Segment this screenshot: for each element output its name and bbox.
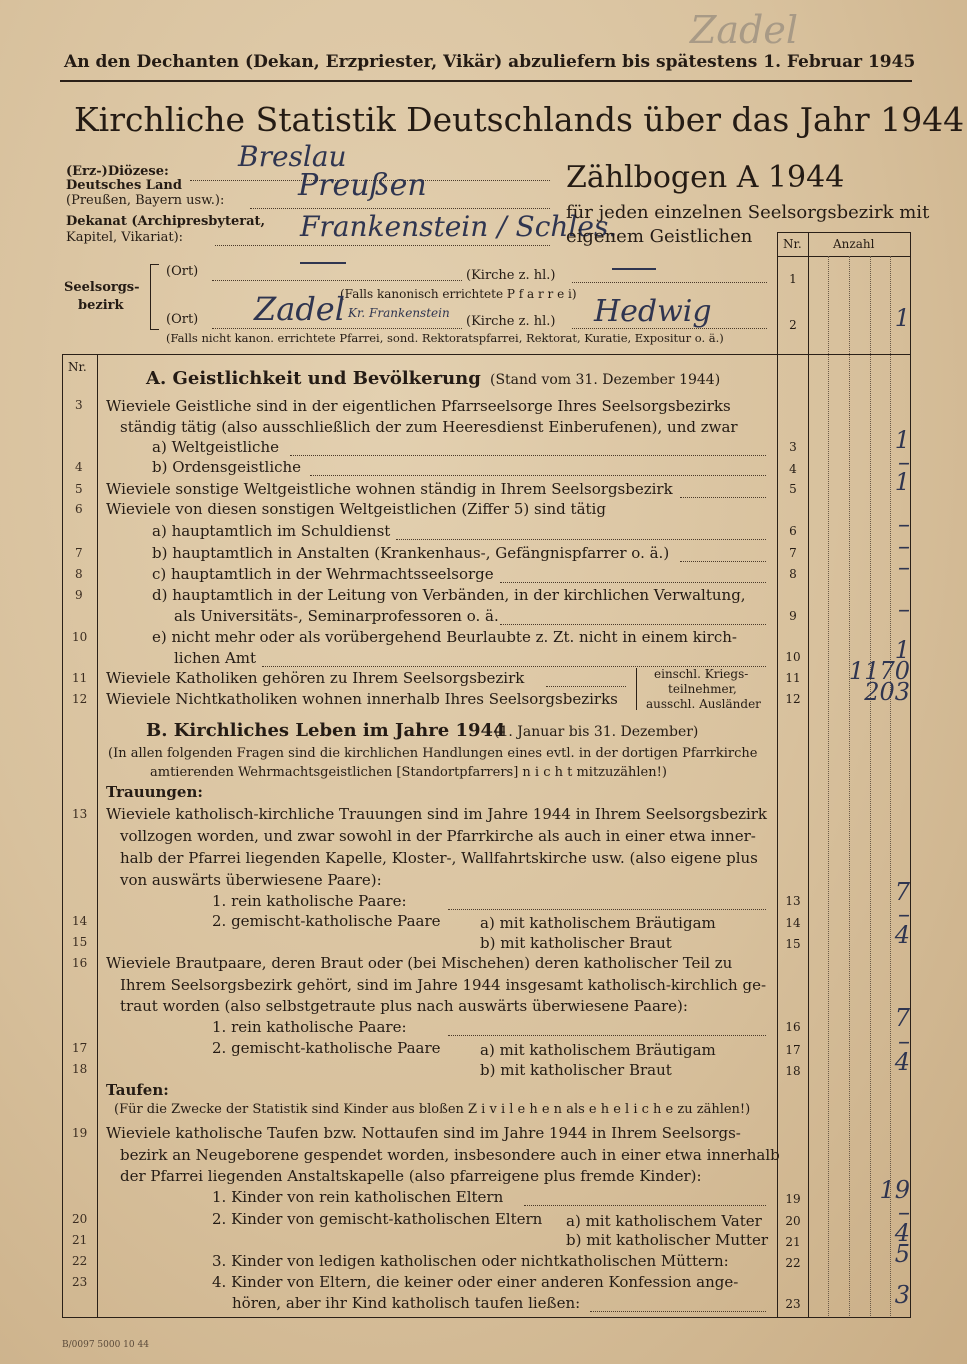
land-label-sub: (Preußen, Bayern usw.): [66,193,225,208]
q16-text: Wieviele Brautpaare, deren Braut oder (bei Mischehen) deren katholischer Teil zu [106,954,733,972]
q-nr: 15 [72,935,88,949]
zaehlbogen-title: Zählbogen A 1944 [566,160,845,195]
kirche-label-1: (Kirche z. hl.) [466,268,556,283]
row-nr: 4 [789,462,797,476]
gemischt-paare-label: 2. gemischt-katholische Paare [212,1039,441,1057]
q-nr: 12 [72,692,88,706]
land-label: Deutsches Land [66,178,182,193]
rein-paare-label: 1. rein katholische Paare: [212,892,407,910]
einschl-note: einschl. Kriegs- [654,667,749,681]
q16-text-3: traut worden (also selbstgetraute plus nach auswärts überwiesene Paare): [120,997,688,1015]
q16-text-2: Ihrem Seelsorgsbezirk gehört, sind im Jahre 1944 insgesamt katholisch-kirchlich ge- [120,976,767,994]
q8-text: c) hauptamtlich in der Wehrmachtsseelsorge [152,565,494,583]
row-value: – [898,532,910,560]
q9-text: d) hauptamtlich in der Leitung von Verbänden, in der kirchlichen Verwaltung, [152,586,746,604]
q-nr: 22 [72,1254,88,1268]
q-nr: 9 [75,588,83,602]
dekanat-value: Frankenstein / Schles. [300,210,618,243]
dekanat-label-sub: Kapitel, Vikariat): [66,230,184,245]
row-value: – [898,553,910,581]
land-value: Preußen [298,168,427,203]
q-nr: 14 [72,914,88,928]
row-nr: 7 [789,546,797,560]
row-value: 1 [894,636,910,664]
print-code: B/0097 5000 10 44 [62,1340,149,1350]
header-rule [60,80,912,82]
pencil-annotation: Zadel [690,8,799,52]
row-value: 7 [894,878,910,906]
q-nr: 4 [75,460,83,474]
section-a-title: A. Geistlichkeit und Bevölkerung [146,368,481,389]
q-nr: 20 [72,1212,88,1226]
q7-text: b) hauptamtlich in Anstalten (Krankenhaus-, Gefängnispfarrer o. ä.) [152,544,670,562]
t2b-label: b) mit katholischer Mutter [566,1231,769,1249]
q13-text-3: halb der Pfarrei liegenden Kapelle, Kloster-, Wallfahrtskirche usw. (also eigene plus [120,849,758,867]
t4-label: 4. Kinder von Eltern, die keiner oder einer anderen Konfession ange- [212,1273,739,1291]
row-value: 7 [894,1004,910,1032]
row-value: – [898,448,910,476]
einschl-note-2: teilnehmer, [668,682,737,696]
mit-braut-label: b) mit katholischer Braut [480,934,672,952]
col-header-nr: Nr. [783,237,802,251]
row-nr: 13 [785,894,801,908]
row-value: 1170 [848,657,910,685]
row-nr: 9 [789,609,797,623]
row-nr: 2 [789,318,797,332]
zaehlbogen-subtitle-2: eigenem Geistlichen [566,226,753,247]
einschl-note-3: ausschl. Ausländer [646,697,761,711]
row-nr: 20 [785,1214,801,1228]
mit-braeutigam-label: a) mit katholischem Bräutigam [480,1041,716,1059]
q12-text: Wieviele Nichtkatholiken wohnen innerhalb Ihres Seelsorgsbezirks [106,690,618,708]
q3-text-2: ständig tätig (also ausschließlich der zum Heeresdienst Einberufenen), und zwar [120,418,738,436]
ort-value: Zadel [254,290,345,328]
row-nr: 22 [785,1256,801,1270]
q6a-text: a) hauptamtlich im Schuldienst [152,522,391,540]
kirche-label-2: (Kirche z. hl.) [466,314,556,329]
nr-header: Nr. [68,360,87,374]
q10-text: e) nicht mehr oder als vorübergehend Beurlaubte z. Zt. nicht in einem kirch- [152,628,737,646]
dioezese-value: Breslau [238,140,347,173]
kirche-value: Hedwig [594,294,712,329]
row-nr: 18 [785,1064,801,1078]
row-value: 1 [894,468,910,496]
rein-paare-label: 1. rein katholische Paare: [212,1018,407,1036]
row-nr: 16 [785,1020,801,1034]
q3-text: Wieviele Geistliche sind in der eigentlichen Pfarrseelsorge Ihres Seelsorgsbezirks [106,397,731,415]
strike-dash-2 [612,268,656,270]
q10-text-2: lichen Amt [174,649,257,667]
q13-text: Wieviele katholisch-kirchliche Trauungen sind im Jahre 1944 in Ihrem Seelsorgsbezirk [106,805,768,823]
row-nr: 6 [789,524,797,538]
row-value: 4 [894,1048,910,1076]
q11-text: Wieviele Katholiken gehören zu Ihrem Seelsorgsbezirk [106,669,525,687]
t2a-label: a) mit katholischem Vater [566,1212,762,1230]
q-nr: 6 [75,502,83,516]
seelsorge-bracket [150,264,159,330]
row-nr: 11 [785,671,801,685]
row-value: – [898,595,910,623]
section-b-note-2: amtierenden Wehrmachtsgeistlichen [Standortpfarrers] n i c h t mitzuzählen!) [150,765,667,780]
t3-label: 3. Kinder von ledigen katholischen oder nichtkatholischen Müttern: [212,1252,729,1270]
q-nr: 23 [72,1275,88,1289]
row-value: 19 [879,1176,910,1204]
q5-text: Wieviele sonstige Weltgeistliche wohnen ständig in Ihrem Seelsorgsbezirk [106,480,673,498]
q3a-text: a) Weltgeistliche [152,438,279,456]
row-nr: 12 [785,692,801,706]
row-value: – [898,1027,910,1055]
q19-text: Wieviele katholische Taufen bzw. Nottaufen sind im Jahre 1944 in Ihrem Seelsorgs- [106,1124,741,1142]
row-value: 4 [894,921,910,949]
q-nr: 3 [75,398,83,412]
seelsorge-label: Seelsorgs- [64,280,140,295]
row-nr: 21 [785,1235,801,1249]
taufen-heading: Taufen: [106,1081,169,1099]
row-value: 5 [894,1240,910,1268]
col-header-anzahl: Anzahl [833,237,875,251]
q-nr: 8 [75,567,83,581]
row-value: 4 [894,1219,910,1247]
seelsorge-footnote: (Falls nicht kanon. errichtete Pfarrei, sond. Rektoratspfarrei, Rektorat, Kuratie, Expositur o. ä.) [166,331,724,345]
q13-text-4: von auswärts überwiesene Paare): [120,871,382,889]
row-value: 1 [894,426,910,454]
strike-dash-1 [300,262,346,264]
dioezese-label: (Erz-)Diözese: [66,164,169,179]
q-nr: 21 [72,1233,88,1247]
gemischt-paare-label: 2. gemischt-katholische Paare [212,912,441,930]
section-b-note: (In allen folgenden Fragen sind die kirchlichen Handlungen eines evtl. in der dortigen Pfarrkirche [108,746,758,761]
pfarrei-note: (Falls kanonisch errichtete P f a r r e i) [340,287,577,301]
seelsorge-label-2: bezirk [78,298,124,313]
q-nr: 7 [75,546,83,560]
row-value: 3 [894,1281,910,1309]
row-value: – [898,900,910,928]
row-value: – [898,510,910,538]
row-nr: 23 [785,1297,801,1311]
q-nr: 17 [72,1041,88,1055]
t1-label: 1. Kinder von rein katholischen Eltern [212,1188,504,1206]
section-b-title: B. Kirchliches Leben im Jahre 1944 [146,720,506,741]
row-nr: 8 [789,567,797,581]
trauungen-heading: Trauungen: [106,783,203,801]
q9-text-2: als Universitäts-, Seminarprofessoren o. ä. [174,607,499,625]
t2-label: 2. Kinder von gemischt-katholischen Eltern [212,1210,543,1228]
q-nr: 13 [72,807,88,821]
q19-text-2: bezirk an Neugeborene gespendet worden, insbesondere auch in einer etwa innerhalb [120,1146,780,1164]
zaehlbogen-subtitle: für jeden einzelnen Seelsorgsbezirk mit [566,202,930,223]
row-value: 1 [894,304,910,332]
row-nr: 5 [789,482,797,496]
row-nr: 3 [789,440,797,454]
q-nr: 5 [75,482,83,496]
q-nr: 11 [72,671,88,685]
land-line [250,208,550,209]
q4-text: b) Ordensgeistliche [152,458,302,476]
q19-text-3: der Pfarrei liegenden Anstaltskapelle (also pfarreigene plus fremde Kinder): [120,1167,702,1185]
q-nr: 10 [72,630,88,644]
row-nr: 15 [785,937,801,951]
q-nr: 19 [72,1126,88,1140]
page-title: Kirchliche Statistik Deutschlands über das Jahr 1944 [74,100,965,139]
section-b-period: (1. Januar bis 31. Dezember) [494,724,699,740]
body-bottom-rule [62,1317,911,1318]
ort-label-2: (Ort) [166,312,199,327]
row-nr: 10 [785,650,801,664]
section-a-stand: (Stand vom 31. Dezember 1944) [490,372,721,388]
taufen-note: (Für die Zwecke der Statistik sind Kinder aus bloßen Z i v i l e h e n als e h e l i c h e zu zählen!) [114,1102,751,1117]
dekanat-label: Dekanat (Archipresbyterat, [66,214,266,229]
q6-intro: Wieviele von diesen sonstigen Weltgeistlichen (Ziffer 5) sind tätig [106,500,606,518]
t4-label-2: hören, aber ihr Kind katholisch taufen ließen: [232,1294,581,1312]
q-nr: 18 [72,1062,88,1076]
ort-value-small: Kr. Frankenstein [348,306,450,320]
delivery-note: An den Dechanten (Dekan, Erzpriester, Vikär) abzuliefern bis spätestens 1. Februar 1945 [64,52,916,72]
q-nr: 16 [72,956,88,970]
mit-braeutigam-label: a) mit katholischem Bräutigam [480,914,716,932]
q13-text-2: vollzogen worden, und zwar sowohl in der Pfarrkirche als auch in einer etwa inner- [120,827,756,845]
dekanat-line [215,245,550,246]
row-value: – [898,1198,910,1226]
mit-braut-label: b) mit katholischer Braut [480,1061,672,1079]
row-value: 203 [864,678,910,706]
row-nr: 1 [789,272,797,286]
ort-label-1: (Ort) [166,264,199,279]
row-nr: 19 [785,1192,801,1206]
row-nr: 17 [785,1043,801,1057]
row-nr: 14 [785,916,801,930]
